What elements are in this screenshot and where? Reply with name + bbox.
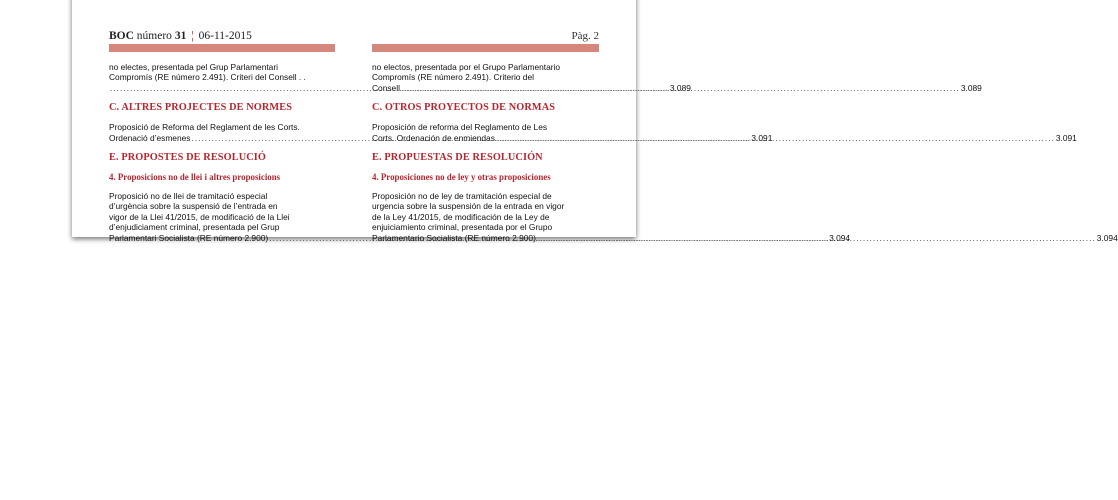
entry-leader [372, 132, 1077, 143]
header-bar-left [109, 44, 335, 52]
section-heading: E. PROPOSTES DE RESOLUCIÓ [109, 152, 266, 164]
publication-number-label: número [136, 30, 172, 42]
entry-line: Proposició no de llei de tramitació especial [109, 191, 268, 202]
entry-line: Ordenació d’esmenes [109, 132, 191, 143]
toc-entry[interactable] [372, 191, 1118, 243]
entry-line: vigor de la Llei 41/2015, de modificació de la Llei [109, 211, 290, 222]
entry-line: Proposició de Reforma del Reglament de les Corts. [109, 122, 300, 133]
entry-line: urgencia sobre la suspensión de la entrada en vigor [372, 201, 565, 212]
section-heading: E. PROPUESTAS DE RESOLUCIÓN [372, 152, 543, 164]
toc-entry[interactable] [372, 122, 1077, 143]
entry-page: 3.094 [829, 232, 851, 243]
entry-line: enjuiciamiento criminal, presentada por el Grupo [372, 222, 553, 233]
entry-leader [372, 82, 982, 93]
entry-page: 3.094 [1096, 232, 1118, 243]
entry-line: Compromís (RE número 2.491). Criteri del Consell . . [109, 72, 306, 83]
publication-name: BOC [109, 30, 134, 42]
entry-line: Proposición de reforma del Reglamento de Les [372, 122, 548, 133]
entry-line: d’urgència sobre la suspensió de l’entrada en [109, 201, 278, 212]
page-number: Pàg. 2 [571, 30, 599, 42]
entry-line: Parlamentari Socialista (RE número 2.900) [109, 232, 269, 243]
entry-line: Corts. Ordenación de enmiendas [372, 132, 495, 143]
publication-date: 06-11-2015 [198, 30, 252, 42]
document-page [72, 0, 1118, 243]
entry-page: 3.089 [960, 82, 982, 93]
entry-line: Parlamentario Socialista (RE número 2.900) [372, 232, 536, 243]
entry-page: 3.091 [751, 132, 773, 143]
entry-line: no electes, presentada pel Grup Parlamentari [109, 62, 278, 72]
subsection-heading: 4. Proposiciones no de ley y otras proposiciones [372, 172, 551, 183]
column-spanish [372, 62, 1118, 243]
dot-leader [496, 133, 1055, 143]
dot-leader [401, 83, 960, 93]
toc-entry[interactable] [372, 62, 982, 93]
entry-page: 3.091 [1055, 132, 1077, 143]
subsection-heading: 4. Proposicions no de llei i altres proposicions [109, 172, 281, 183]
header-bar-right [372, 44, 599, 52]
entry-line: de la Ley 41/2015, de modificación de la Ley de [372, 211, 550, 222]
entry-leader [372, 232, 1118, 243]
entry-line: Consell [372, 82, 400, 93]
publication-info [109, 30, 252, 42]
section-heading: C. ALTRES PROJECTES DE NORMES [109, 102, 293, 114]
entry-line: Proposición no de ley de tramitación especial de [372, 191, 552, 202]
publication-number: 31 [174, 30, 187, 42]
entry-page: 3.089 [669, 82, 691, 93]
entry-line: Compromís (RE número 2.491). Criterio del [372, 72, 534, 83]
entry-line: no electos, presentada por el Grupo Parlamentario [372, 62, 561, 72]
section-heading: C. OTROS PROYECTOS DE NORMAS [372, 102, 556, 114]
header-separator: ¦ [191, 30, 194, 42]
dot-leader [537, 233, 1096, 243]
entry-line: d’enjudiciament criminal, presentada pel Grup [109, 222, 280, 233]
